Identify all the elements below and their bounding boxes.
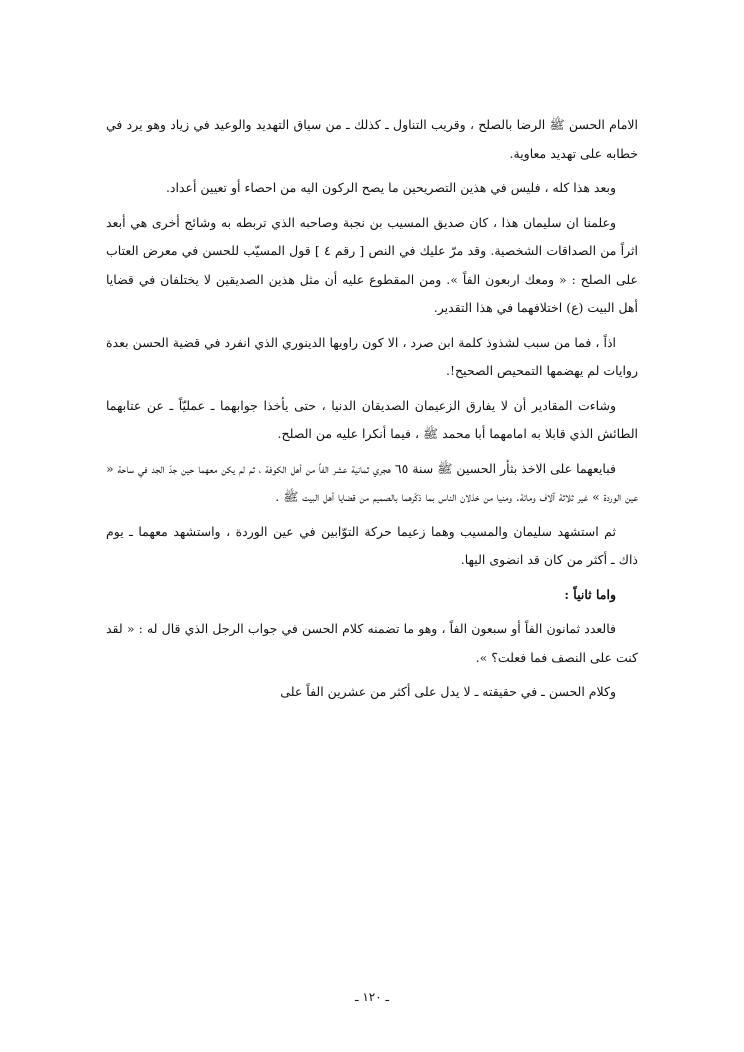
paragraph-8: فالعدد ثمانون الفاً أو سبعون الفاً ، وهو ما تضمنه كلام الحسن في جواب الرجل الذي قال له : « لقد كنت على النصف فما فعلت؟ ». bbox=[106, 621, 638, 665]
paragraph-7: ثم استشهد سليمان والمسيب وهما زعيما حركة التوّابين في عين الوردة ، واستشهد معهما ـ يوم ذاك ـ أكثر من كان قد انضوى اليها. bbox=[106, 523, 638, 567]
section-heading: واما ثانياً : bbox=[564, 586, 616, 602]
paragraph-9: وكلام الحسن ـ في حقيقته ـ لا يدل على أكثر من عشرين الفاً على bbox=[280, 684, 616, 699]
paragraph-2: وبعد هذا كله ، فليس في هذين التصريحين ما يصح الركون اليه من احصاء أو تعيين أعداد. bbox=[165, 180, 616, 195]
paragraph-3: وعلمنا ان سليمان هذا ، كان صديق المسيب بن نجبة وصاحبه الذي تربطه به وشائج أخرى هي أبعد اثراً من الصداقات الشخصية. وقد مرّ عليك في النص [ رقم ٤ ] قول المسيّب للحسن في معرض العتاب على الصلح : « ومعك اربعون الفاً ». ومن المقطوع عليه أن مثل هذين الصديقين لا يختلفان في قضايا أهل البيت (ع) اختلافهما في هذا التقدير. bbox=[106, 214, 638, 315]
page-number: ـ ١٢٠ ـ bbox=[354, 990, 390, 1004]
paragraph-4: اذاً ، فما من سبب لشذوذ كلمة ابن صرد ، الا كون راويها الدينوري الذي انفرد في قضية الحسن بعدة روايات لم يهضمها التمحيص الصحيح!. bbox=[106, 334, 638, 378]
paragraph-6: فبايعهما على الاخذ بثأر الحسين ﷺ سنة ٦٥ هجري ثمانية عشر الفاً من أهل الكوفة ، ثم لم يكن معهما حين جدّ الجد في ساحة « عين الوردة » غير ثلاثة آلاف ومائة. ومنيا من خذلان الناس بما ذكّرهما بالصميم من قضايا أهل البيت ﷺ . bbox=[106, 460, 638, 504]
body-text bbox=[106, 111, 638, 707]
paragraph-1: الامام الحسن ﷺ الرضا بالصلح ، وقريب التناول ـ كذلك ـ من سياق التهديد والوعيد في زياد وهو يرد في خطابه على تهديد معاوية. bbox=[106, 117, 638, 161]
paragraph-5: وشاءت المقادير أن لا يفارق الزعيمان الصديقان الدنيا ، حتى يأخذا جوابهما ـ عمليّاً ـ عن عتابهما الطائش الذي قابلا به امامهما أبا محمد ﷺ ، فيما أنكرا عليه من الصلح. bbox=[106, 397, 638, 441]
